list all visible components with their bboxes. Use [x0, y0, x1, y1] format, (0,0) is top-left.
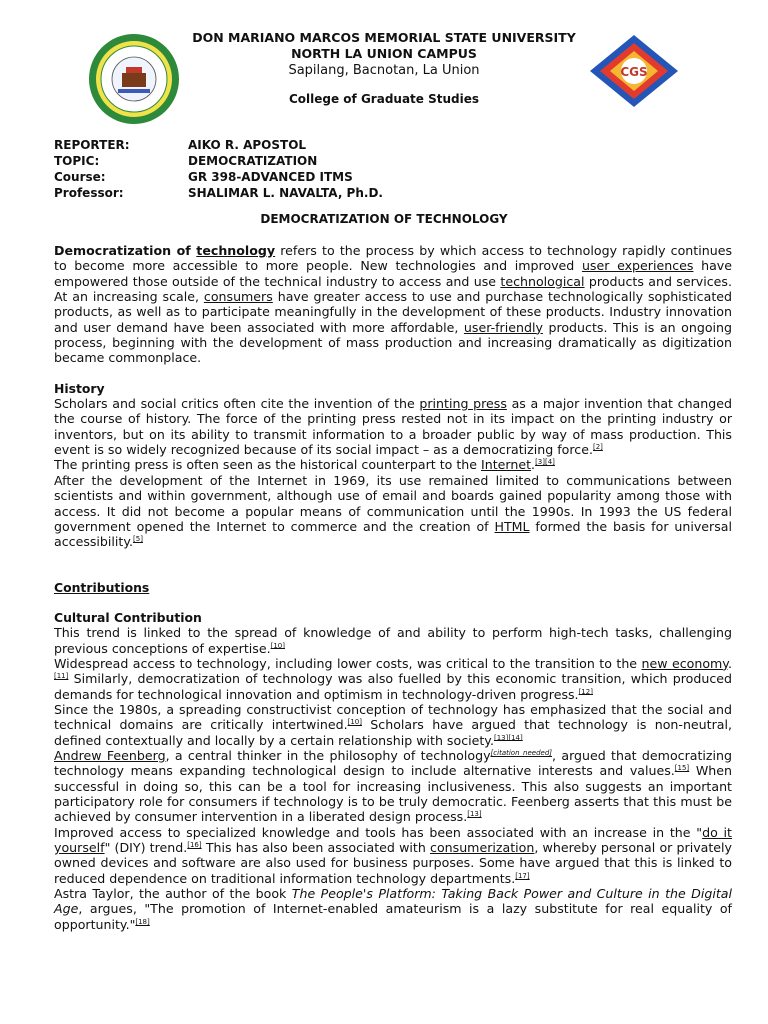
link-new-economy[interactable]: new economy — [641, 655, 728, 671]
citation-ref[interactable]: [15] — [674, 764, 690, 773]
info-label: Course: — [54, 170, 106, 184]
info-value: DEMOCRATIZATION — [188, 154, 318, 168]
university-name: DON MARIANO MARCOS MEMORIAL STATE UNIVERSITY — [192, 30, 576, 45]
college-name: College of Graduate Studies — [288, 92, 480, 106]
text: Scholars have argued that technology is non-neutral, defined contextually and locally by a certain relationship with society. — [54, 717, 732, 748]
text: have greater access to use and purchase technologically sophisticated products, as well as to participate meaningfully in the development of these products. Industry innovation and user demand have been associated with more affordable, — [54, 289, 733, 335]
info-label: TOPIC: — [54, 154, 100, 168]
contribution-paragraph-2 — [54, 656, 732, 702]
text: , argues, "The promotion of Internet-enabled amateurism is a lazy substitute for real equality of opportunity." — [54, 901, 732, 932]
text: , argued that democratizing technology means expanding technological design to include alternative interests and values. — [54, 747, 732, 779]
link-html[interactable]: HTML — [494, 518, 530, 534]
citation-ref[interactable]: [10] — [347, 718, 362, 727]
history-paragraph-2 — [54, 457, 732, 472]
campus-name: NORTH LA UNION CAMPUS — [291, 46, 477, 61]
report-info — [54, 137, 383, 201]
contribution-paragraph-1 — [54, 625, 732, 656]
text: Widespread access to technology, including lower costs, was critical to the transition to the — [54, 655, 642, 671]
text: , a central thinker in the philosophy of technology — [165, 747, 491, 763]
history-heading: History — [54, 380, 105, 396]
link-user-friendly[interactable]: user-friendly — [463, 319, 543, 335]
text: " (DIY) trend. — [104, 840, 188, 856]
info-label: Professor: — [54, 186, 124, 200]
contribution-paragraph-4 — [54, 748, 732, 825]
cultural-contribution-heading: Cultural Contribution — [54, 609, 202, 625]
citation-ref[interactable]: [18] — [135, 917, 150, 926]
campus-address: Sapilang, Bacnotan, La Union — [288, 63, 480, 78]
text: Scholars and social critics often cite the invention of the — [54, 396, 420, 412]
text: Improved access to specialized knowledge and tools has been associated with an increase in the " — [54, 824, 703, 840]
text: products. This is an ongoing process, beginning with the development of mass production and increasing dramatically as digitization became commonplace. — [54, 319, 733, 366]
text: When successful in doing so, this can be a tool for increasing inclusiveness. This also suggests an important participatory role for consumers if technology is to be truly democratic. Feenberg asserts that this must be achieved by consumer intervention in a liberated design process. — [54, 763, 732, 825]
citation-ref[interactable]: [13][14] — [493, 733, 523, 742]
text: have empowered those outside of the technical industry to access and use — [54, 258, 732, 289]
citation-needed[interactable]: [citation needed] — [490, 748, 553, 757]
citation-ref[interactable]: [13] — [467, 810, 482, 819]
info-row — [54, 153, 383, 169]
citation-ref[interactable]: [17] — [515, 871, 530, 880]
text: products and services. At an increasing scale, — [54, 273, 732, 305]
book-title: The People's Platform: Taking Back Power and Culture in the Digital Age — [54, 886, 732, 917]
link-consumerization[interactable]: consumerization — [430, 840, 535, 856]
link-user-experiences[interactable]: user experiences — [581, 258, 694, 274]
intro-lead: Democratization of — [54, 243, 197, 258]
info-row — [54, 185, 383, 201]
citation-ref[interactable]: [16] — [187, 840, 202, 849]
link-consumers[interactable]: consumers — [203, 289, 273, 305]
text: , whereby personal or privately owned devices and software are also used for business purposes. Some have argued that this is linked to reduced dependence on traditional information technology departments. — [54, 840, 733, 886]
text: After the development of the Internet in 1969, its use remained limited to communications between scientists and within government, although use of email and boards gained popularity among those with access. It did not become a popular means of communication until the 1990s. In 1993 the US federal government opened the Internet to commerce and the creation of — [54, 472, 732, 534]
info-value: SHALIMAR L. NAVALTA, Ph.D. — [188, 186, 383, 200]
history-paragraph-1 — [54, 396, 732, 457]
text: . — [531, 457, 536, 473]
citation-ref[interactable]: [10] — [270, 641, 285, 650]
contribution-paragraph-3 — [54, 702, 732, 748]
info-value: AIKO R. APOSTOL — [188, 138, 307, 152]
intro-paragraph — [54, 243, 732, 366]
history-paragraph-3 — [54, 473, 732, 550]
link-technology[interactable]: technology — [196, 243, 276, 258]
text: This has also been associated with — [201, 840, 431, 856]
citation-ref[interactable]: [2] — [592, 442, 603, 451]
text: formed the basis for universal accessibility. — [54, 518, 732, 550]
contribution-paragraph-5 — [54, 825, 732, 886]
text: The printing press is often seen as the historical counterpart to the — [54, 457, 482, 473]
citation-ref[interactable]: [12] — [578, 687, 593, 696]
cgs-logo-text: CGS — [620, 65, 648, 79]
info-label: REPORTER: — [54, 138, 130, 152]
text: . — [727, 655, 732, 671]
link-internet[interactable]: Internet — [481, 457, 532, 473]
text: Similarly, democratization of technology was also fuelled by this economic transition, which produced demands for technological innovation and optimism in technology-driven progress. — [54, 671, 732, 702]
contribution-paragraph-6 — [54, 886, 732, 932]
text: refers to the process by which access to technology rapidly continues to become more accessible to more people. New technologies and improved — [54, 243, 733, 274]
text: as a major invention that changed the course of history. The force of the printing press rested not in its impact on the printing industry or inventors, but on its ability to transmit information to a broader public by way of mass production. This event is so widely recognized because of its social impact – as a democratizing force. — [54, 396, 732, 458]
citation-ref[interactable]: [3][4] — [535, 458, 555, 467]
link-do-it-yourself[interactable]: do it yourself — [54, 824, 732, 856]
info-value: GR 398-ADVANCED ITMS — [188, 170, 353, 184]
document-title: DEMOCRATIZATION OF TECHNOLOGY — [260, 212, 508, 226]
contributions-heading: Contributions — [54, 579, 150, 595]
link-andrew-feenberg[interactable]: Andrew Feenberg — [54, 747, 166, 763]
document-body — [54, 243, 732, 932]
link-printing-press[interactable]: printing press — [419, 396, 507, 412]
citation-ref[interactable]: [5] — [133, 535, 143, 543]
text: Astra Taylor, the author of the book — [54, 886, 292, 902]
text: This trend is linked to the spread of knowledge of and ability to perform high-tech tasks, challenging previous conceptions of expertise. — [54, 625, 732, 656]
info-row — [54, 169, 383, 185]
citation-ref[interactable]: [11] — [54, 672, 69, 681]
letterhead — [0, 30, 768, 106]
text: Since the 1980s, a spreading constructivist conception of technology has emphasized that the social and technical domains are critically intertwined. — [54, 701, 732, 733]
link-technological[interactable]: technological — [500, 273, 585, 289]
info-row — [54, 137, 383, 153]
